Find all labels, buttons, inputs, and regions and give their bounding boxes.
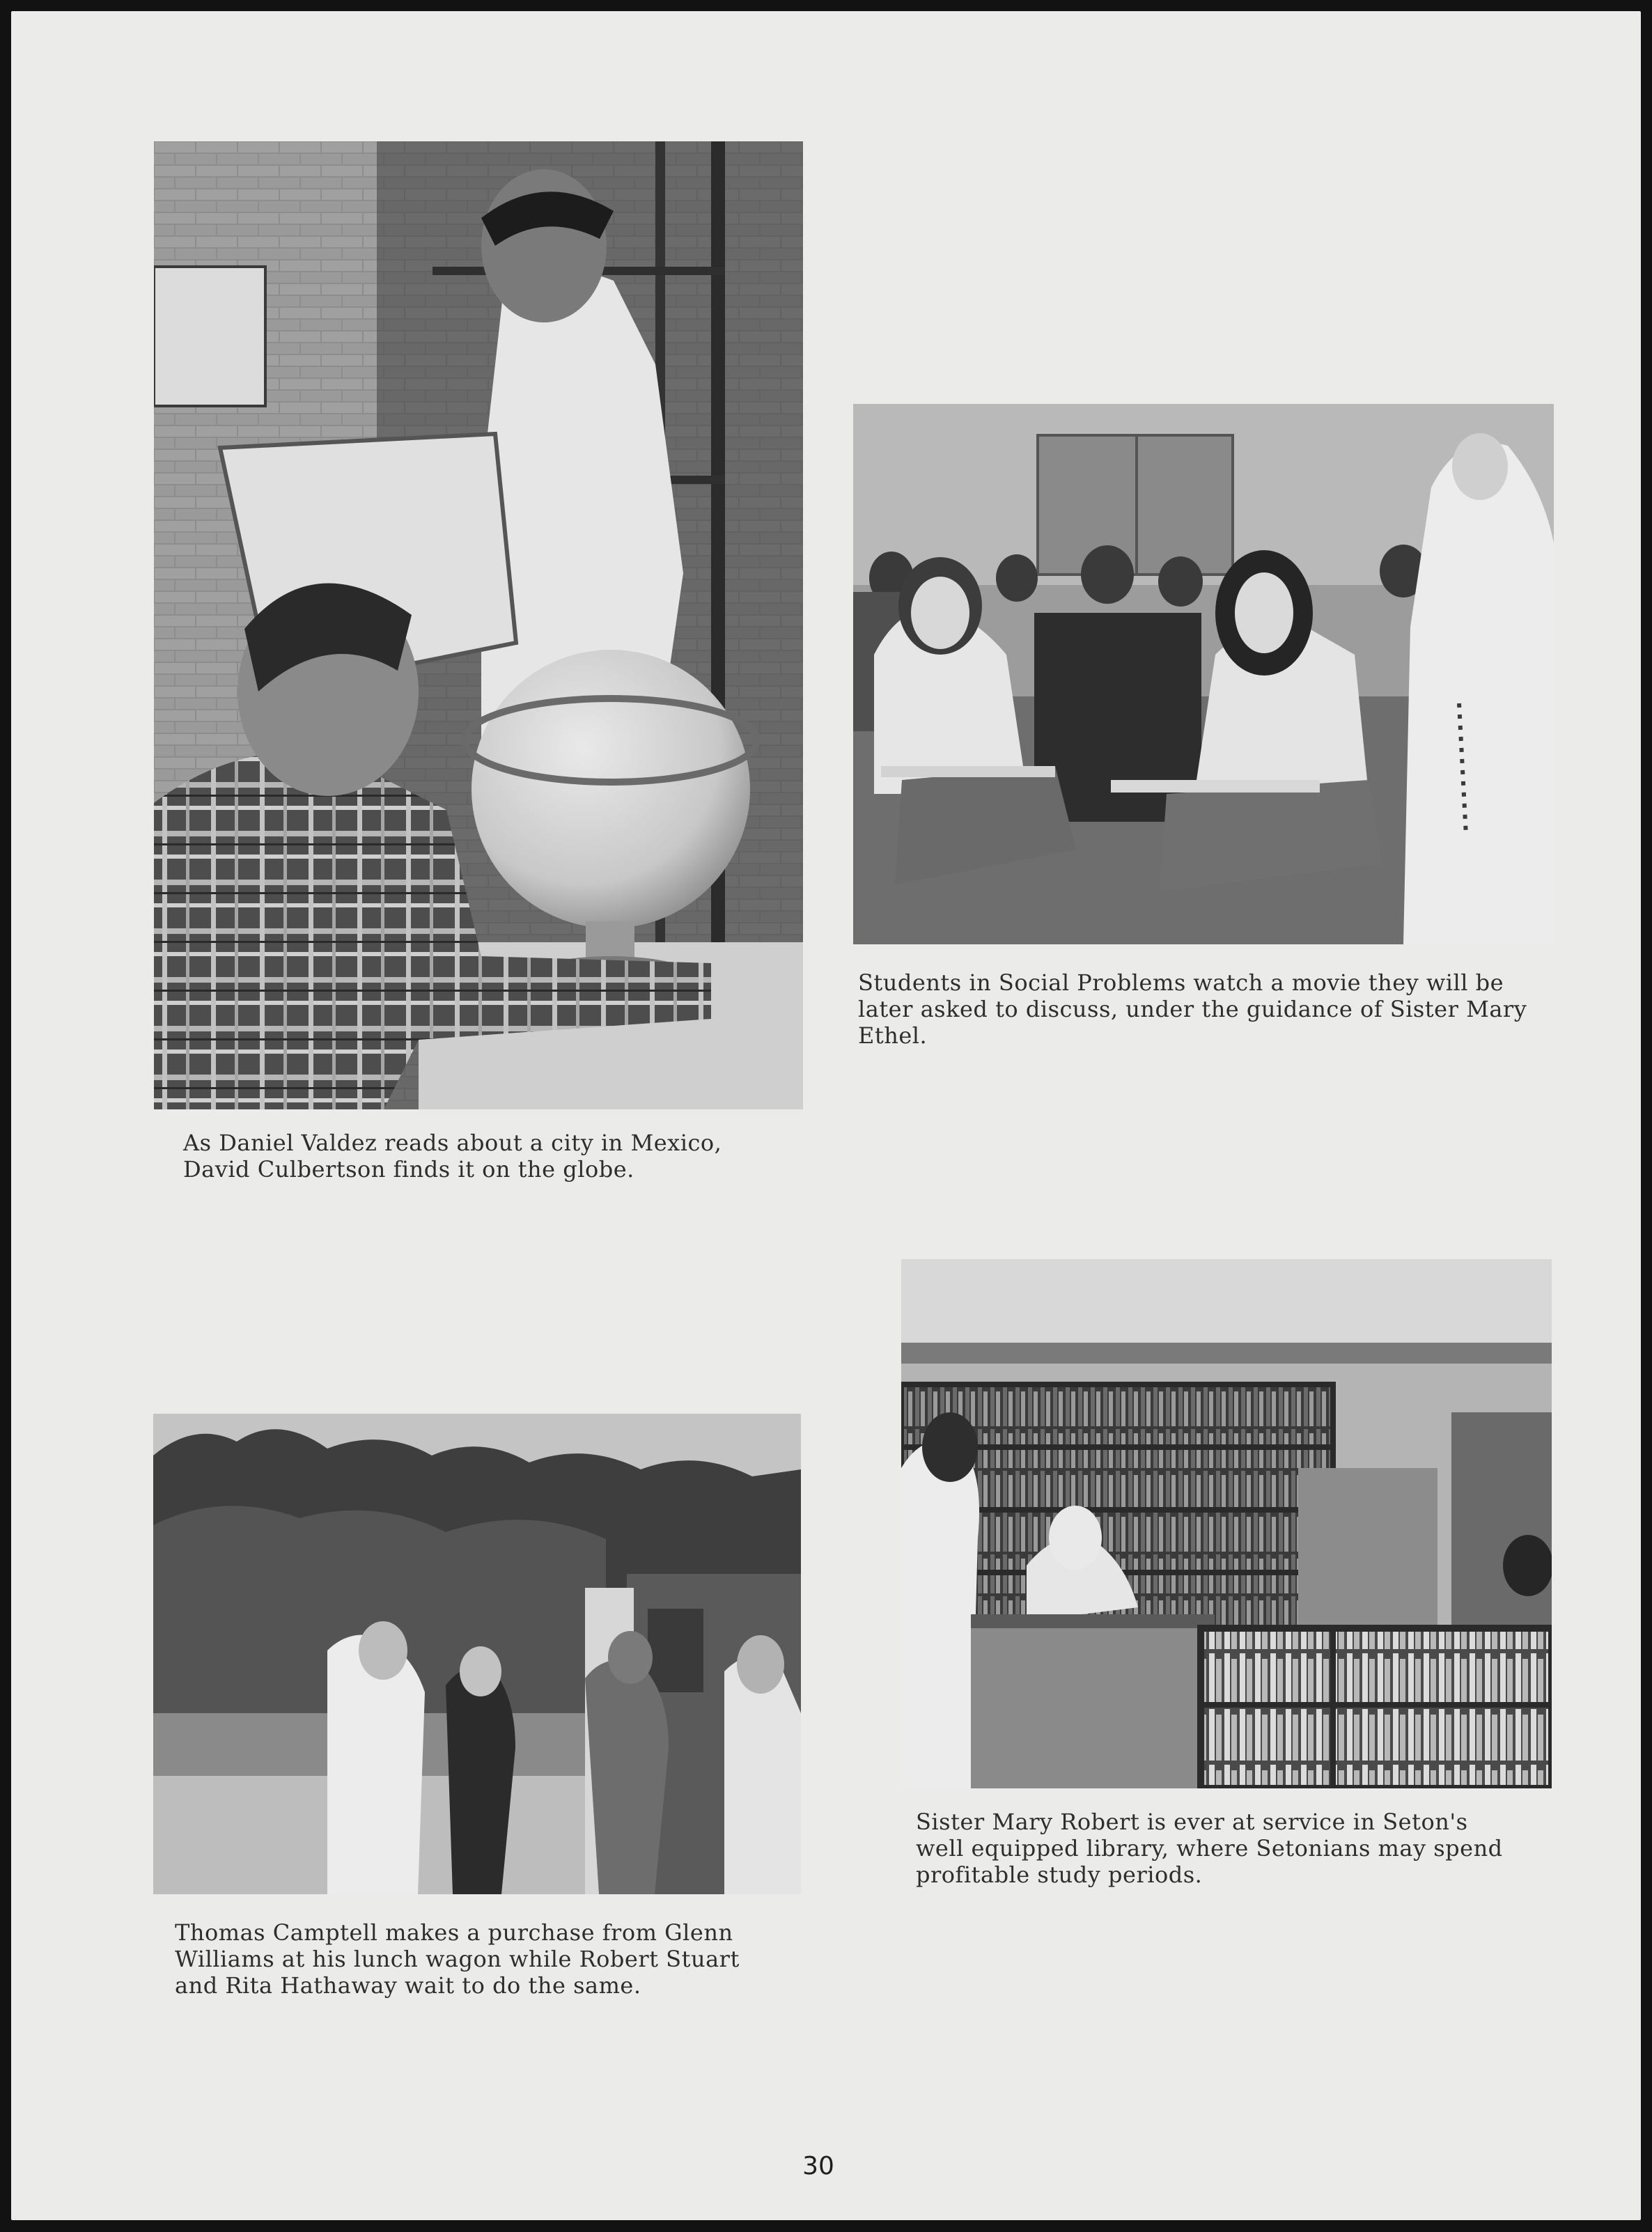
caption-classroom bbox=[858, 969, 1527, 1049]
caption-line: Thomas Camptell makes a purchase from Glenn bbox=[175, 1919, 733, 1946]
caption-library bbox=[916, 1809, 1503, 1888]
photo-lunch-wagon bbox=[153, 1414, 801, 1894]
caption-globe bbox=[183, 1130, 722, 1183]
caption-line: later asked to discuss, under the guidance of Sister Mary bbox=[858, 996, 1527, 1022]
caption-lunch-wagon bbox=[175, 1919, 740, 1999]
photo-library bbox=[901, 1259, 1552, 1788]
caption-line: As Daniel Valdez reads about a city in Mexico, bbox=[183, 1130, 722, 1156]
caption-line: well equipped library, where Setonians may spend bbox=[916, 1835, 1503, 1862]
caption-line: David Culbertson finds it on the globe. bbox=[183, 1156, 634, 1183]
page-number: 30 bbox=[802, 2152, 834, 2180]
caption-line: Sister Mary Robert is ever at service in Seton's bbox=[916, 1809, 1468, 1835]
photo-classroom bbox=[853, 404, 1554, 944]
caption-line: and Rita Hathaway wait to do the same. bbox=[175, 1972, 641, 1999]
caption-line: Ethel. bbox=[858, 1022, 928, 1049]
caption-line: Williams at his lunch wagon while Robert Stuart bbox=[175, 1946, 740, 1972]
caption-line: Students in Social Problems watch a movie they will be bbox=[858, 969, 1504, 996]
photo-globe bbox=[154, 141, 803, 1109]
caption-line: profitable study periods. bbox=[916, 1862, 1203, 1888]
